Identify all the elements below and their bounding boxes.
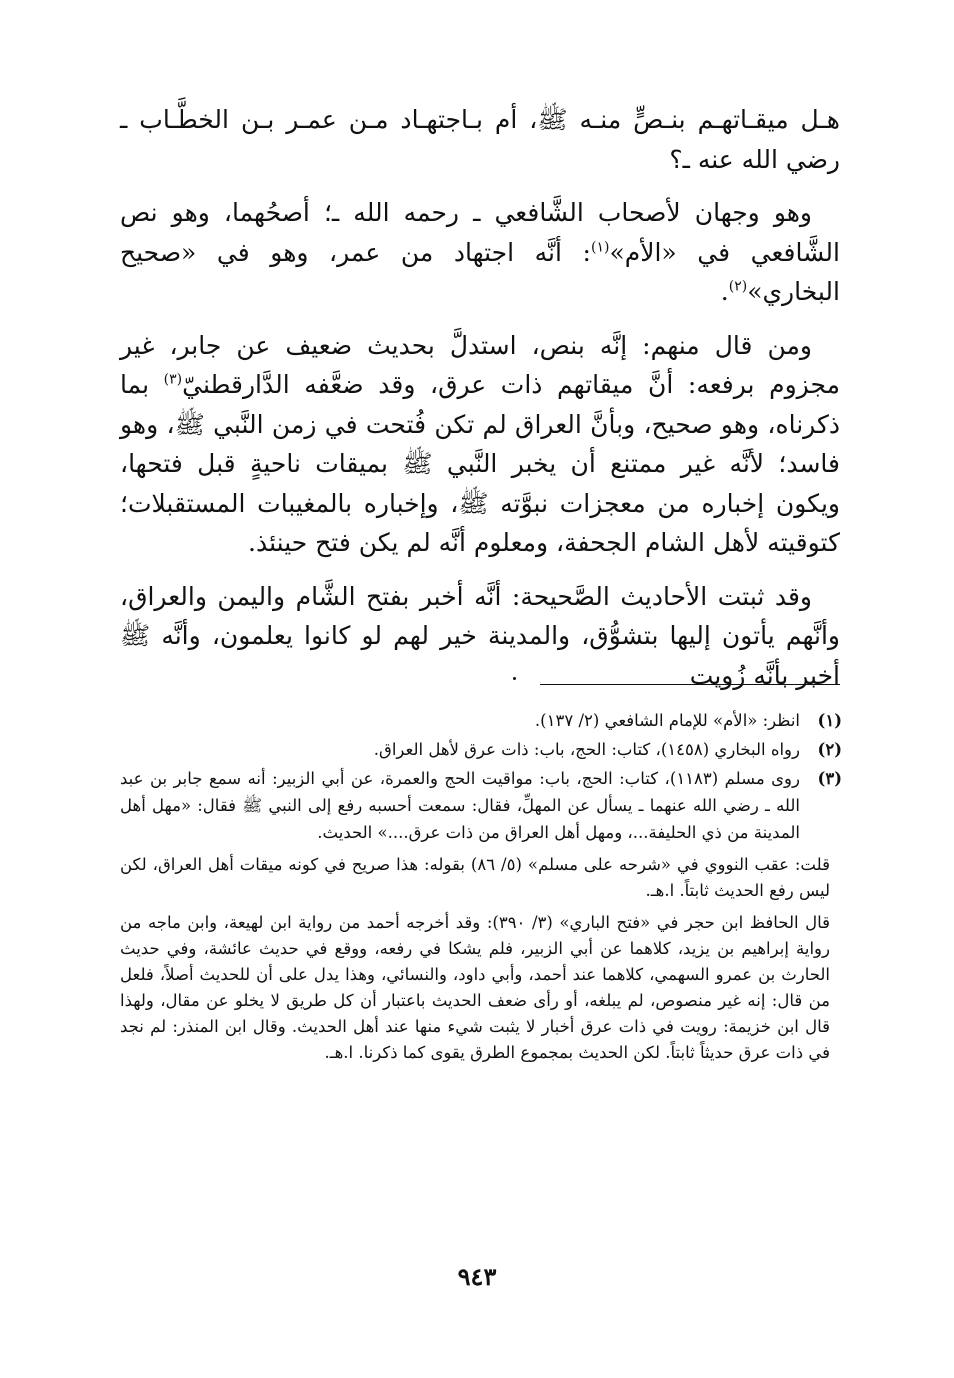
paragraph-1-text: هـل ميقـاتهـم بنـصٍّ منـه ﷺ، أم بـاجتهـاد مـن عمـر بـن الخطَّـاب ـ رضي الله عنه ـ؟ [120, 105, 840, 174]
paragraph-3-text-a: ومن قال منهم: إنَّه بنص، استدلَّ بحديث ضعيف عن جابر، غير مجزوم برفعه: أنَّ ميقاتهم ذات عرق، وقد ضعَّفه الدَّارقطنيّ [120, 330, 840, 399]
footnote-text: روى مسلم (١١٨٣)، كتاب: الحج، باب: مواقيت الحج والعمرة، عن أبي الزبير: أنه سمع جابر بن عبد الله ـ رضي الله عنهما ـ يسأل عن المهلِّ، فقال: سمعت أحسبه رفع إلى النبي ﷺ فقال: «مهل أهل المدينة من ذي الحليفة...، ومهل أهل العراق من ذات عرق....» الحديث. [120, 769, 800, 842]
footnote-number: (١) [817, 711, 842, 730]
footnote-ref-3[interactable]: (٣) [163, 371, 183, 388]
paragraph-3-text-b: بما ذكرناه، وهو صحيح، وبأنَّ العراق لم تكن فُتحت في زمن النَّبي ﷺ، وهو فاسد؛ لأنَّه غير ممتنع أن يخبر النَّبي ﷺ بميقات ناحيةٍ قبل فتحها، ويكون إخباره من معجزات نبوَّته ﷺ، وإخباره بالمغيبات المستقبلات؛ كتوقيته لأهل الشام الجحفة، ومعلوم أنَّه لم يكن فتح حينئذ. [120, 370, 840, 557]
footnote-separator [540, 684, 840, 685]
paragraph-2-text-a: وهو وجهان لأصحاب الشَّافعي ـ رحمه الله ـ؛ أصحُهما، وهو نص الشَّافعي في «الأم» [120, 198, 840, 267]
paragraph-2-text-c: . [720, 277, 729, 306]
footnote-number: (٣) [817, 769, 842, 788]
footnote-ref-1[interactable]: (١) [590, 239, 610, 256]
paragraph-1 [120, 100, 840, 179]
footnote-2 [120, 736, 842, 763]
paragraph-4 [120, 577, 840, 696]
footnote-comment-ibn-hajar: قال الحافظ ابن حجر في «فتح الباري» (٣/ ٣٩٠): وقد أخرجه أحمد من رواية ابن لهيعة، وابن ماجه من رواية إبراهيم بن يزيد، كلاهما عن أبي الزبير، فلم يشكا في رفعه، ووقع في حديث عائشة، وفي حديث الحارث بن عمرو السهمي، كلاهما عند أحمد، وأبي داود، والنسائي، وهذا يدل على أن للحديث أصلاً، فلعل من قال: إنه غير منصوص، لم يبلغه، أو رأى ضعف الحديث باعتبار أن كل طريق لا يخلو عن مقال، ولهذا قال ابن خزيمة: رويت في ذات عرق أخبار لا يثبت شيء منها عند أهل الحديث. وقال ابن المنذر: لم نجد في ذات عرق حديثاً ثابتاً. لكن الحديث بمجموع الطرق يقوى كما ذكرنا. ا.هـ. [120, 913, 831, 1062]
footnote-text: انظر: «الأم» للإمام الشافعي (٢/ ١٣٧). [534, 711, 800, 730]
footnote-number: (٢) [817, 740, 842, 759]
footnote-comment-nawawi: قلت: عقب النووي في «شرحه على مسلم» (٥/ ٨٦) بقوله: هذا صريح في كونه ميقات أهل العراق، لكن ليس رفع الحديث ثابتاً. ا.هـ. [120, 855, 830, 900]
footnote-ref-2[interactable]: (٢) [728, 278, 748, 295]
footnote-text: رواه البخاري (١٤٥٨)، كتاب: الحج، باب: ذات عرق لأهل العراق. [373, 740, 800, 759]
paragraph-4-text: وقد ثبتت الأحاديث الصَّحيحة: أنَّه أخبر بفتح الشَّام واليمن والعراق، وأنَّهم يأتون إليها بتشوُّق، والمدينة خير لهم لو كانوا يعلمون، وأنَّه ﷺ أخبر بأنَّه زُويت [120, 581, 840, 690]
stray-dot [513, 677, 516, 680]
footnotes [120, 707, 842, 1070]
paragraph-3 [120, 326, 840, 563]
paragraph-2 [120, 193, 840, 312]
paragraph-2-text-b: : أنَّه اجتهاد من عمر، وهو في «صحيح البخاري» [120, 237, 840, 306]
main-text [120, 100, 840, 709]
footnote-1 [120, 707, 842, 734]
page-number: ٩٤٣ [457, 1262, 497, 1291]
footnote-3 [120, 765, 842, 846]
